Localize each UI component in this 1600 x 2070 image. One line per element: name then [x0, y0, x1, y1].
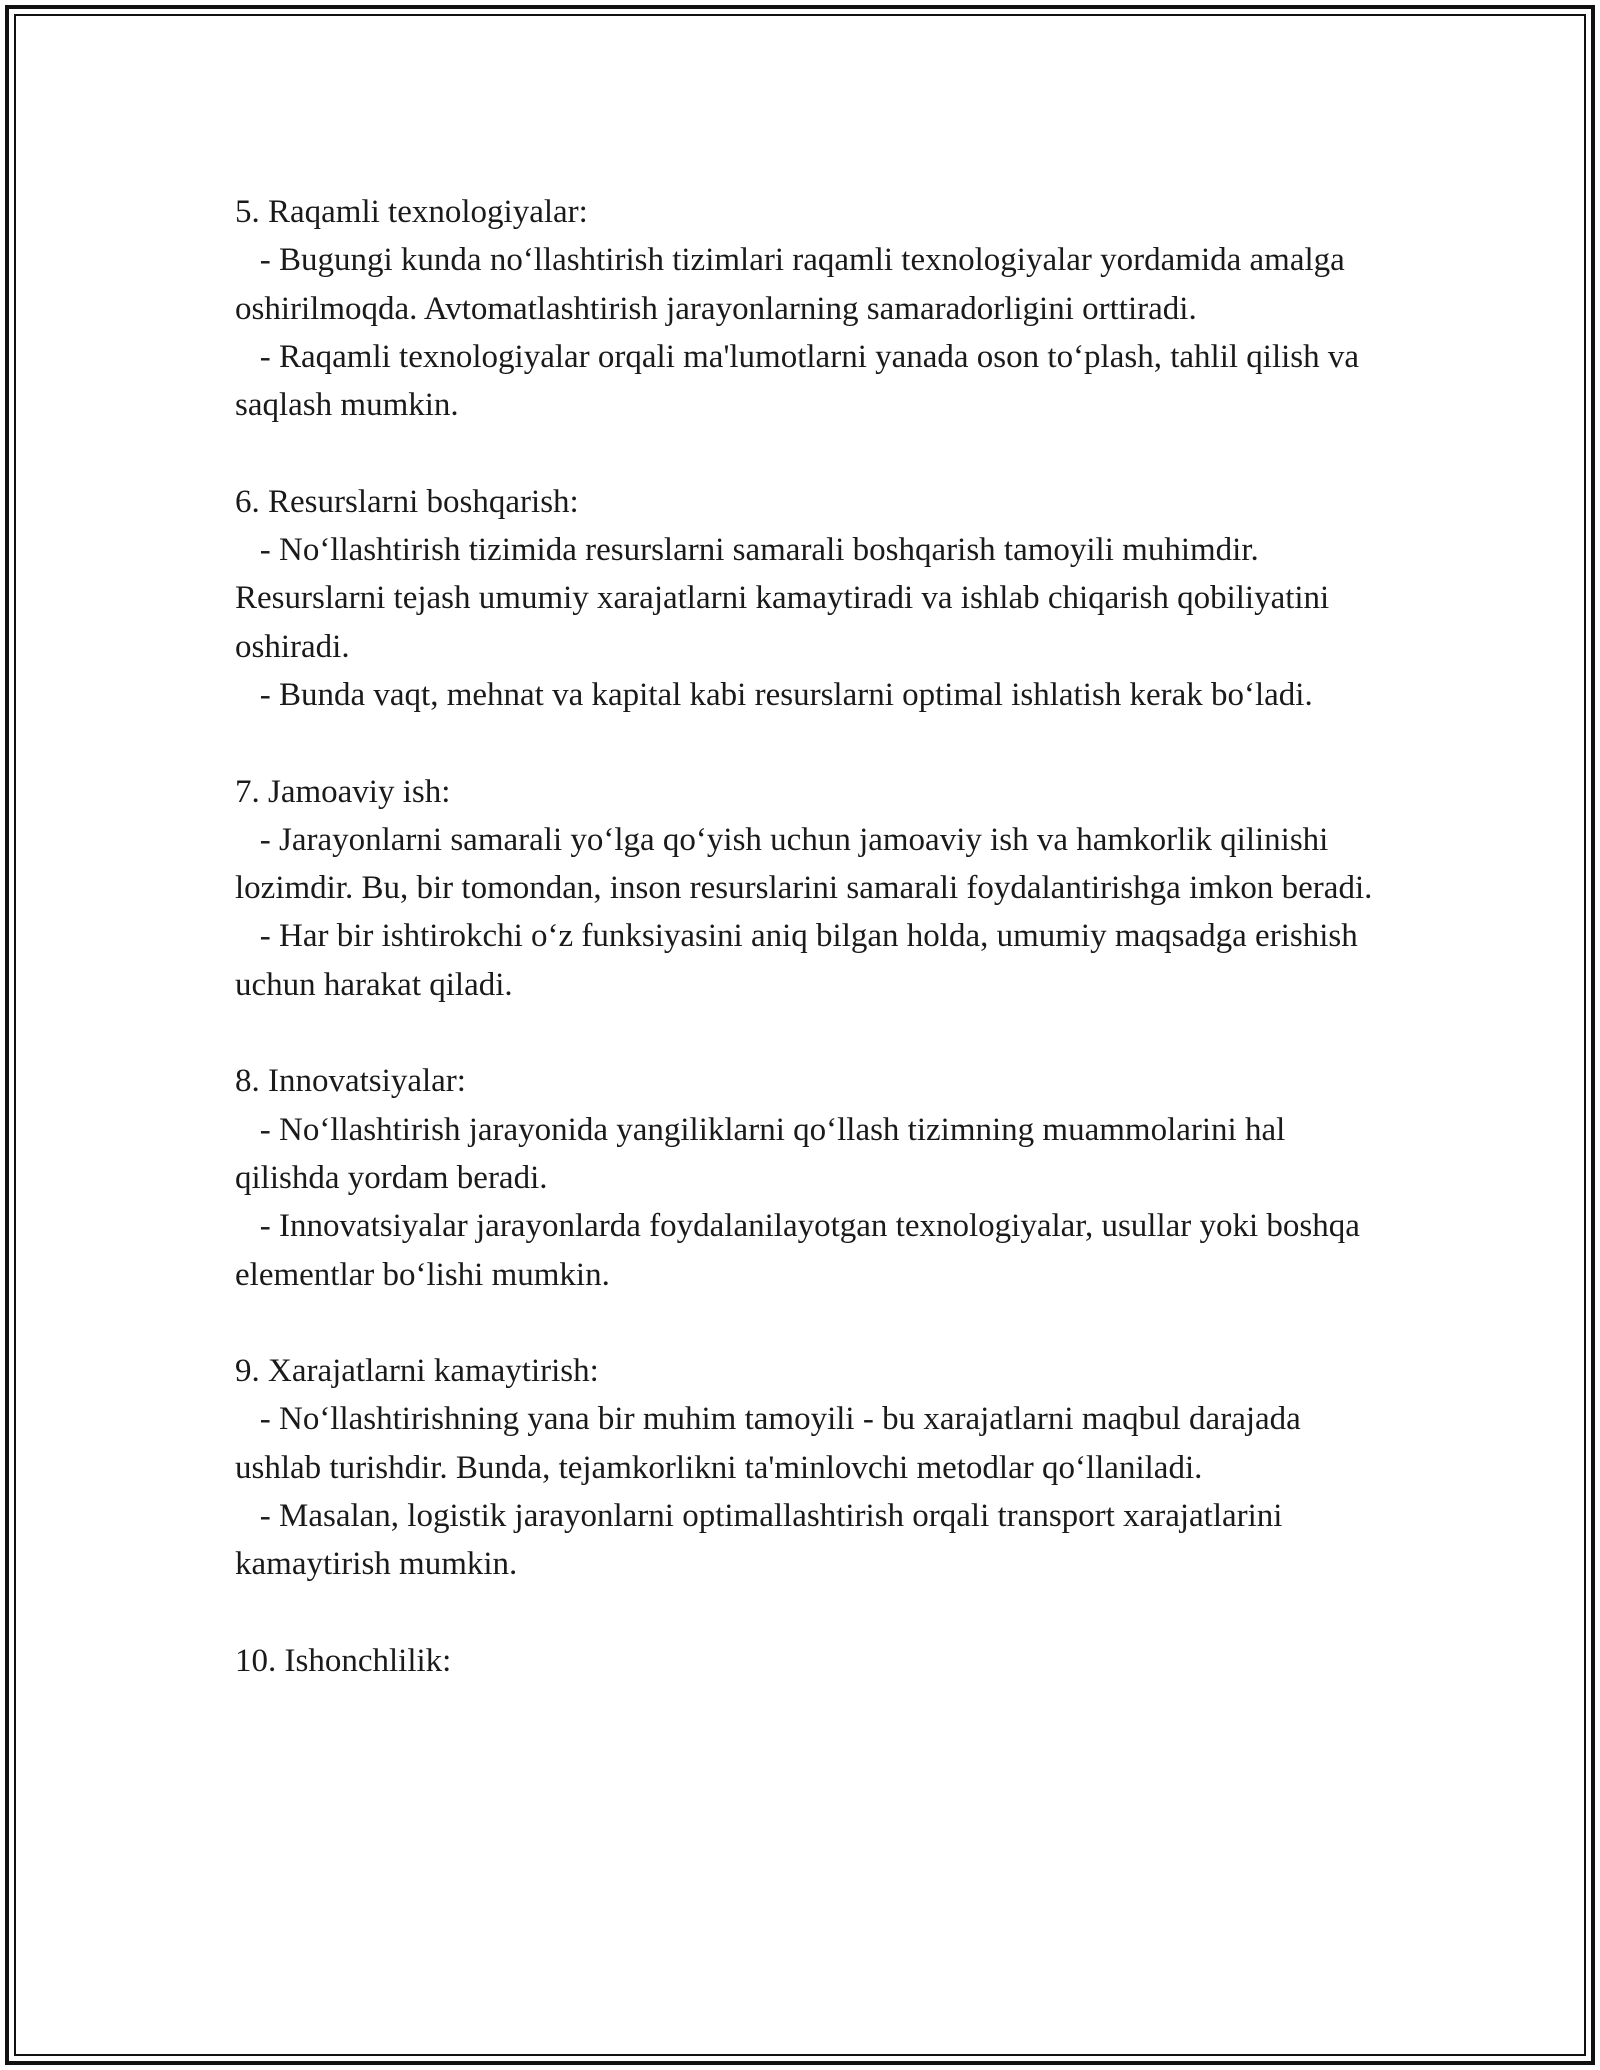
section-paragraph: - Masalan, logistik jarayonlarni optimallashtirish orqali transport xarajatlarini kamaytirish mumkin. [235, 1498, 1291, 1583]
section-paragraph: - No‘llashtirish tizimida resurslarni samarali boshqarish tamoyili muhimdir. Resurslarni tejash umumiy xarajatlarni kamaytiradi va ishlab chiqarish qobiliyatini oshiradi. [235, 532, 1338, 665]
section-6 [235, 478, 1385, 719]
section-9 [235, 1347, 1385, 1588]
section-heading: 8. Innovatsiyalar: [235, 1063, 466, 1100]
section-heading: 9. Xarajatlarni kamaytirish: [235, 1353, 599, 1390]
section-paragraph: - Raqamli texnologiyalar orqali ma'lumotlarni yanada oson to‘plash, tahlil qilish va saqlash mumkin. [235, 338, 1368, 424]
section-paragraph: - Jarayonlarni samarali yo‘lga qo‘yish uchun jamoaviy ish va hamkorlik qilinishi lozimdir. Bu, bir tomondan, inson resurslarini samarali foydalantirishga imkon beradi. [235, 821, 1373, 907]
section-7 [235, 768, 1385, 1009]
section-heading: 7. Jamoaviy ish: [235, 773, 451, 810]
section-5 [235, 188, 1385, 429]
section-paragraph: - Bugungi kunda no‘llashtirish tizimlari raqamli texnologiyalar yordamida amalga oshirilmoqda. Avtomatlashtirish jarayonlarning samaradorligini orttiradi. [235, 242, 1354, 327]
section-8 [235, 1057, 1385, 1298]
section-paragraph: - Bunda vaqt, mehnat va kapital kabi resurslarni optimal ishlatish kerak bo‘ladi. [235, 676, 1313, 713]
document-body [235, 188, 1385, 1685]
section-paragraph: - Har bir ishtirokchi o‘z funksiyasini aniq bilgan holda, umumiy maqsadga erishish uchun harakat qiladi. [235, 918, 1366, 1003]
section-paragraph: - Innovatsiyalar jarayonlarda foydalanilayotgan texnologiyalar, usullar yoki boshqa elementlar bo‘lishi mumkin. [235, 1208, 1369, 1293]
section-heading: 5. Raqamli texnologiyalar: [235, 194, 588, 230]
section-10 [235, 1637, 1385, 1685]
section-heading: 10. Ishonchlilik: [235, 1642, 452, 1679]
section-paragraph: - No‘llashtirish jarayonida yangiliklarni qo‘llash tizimning muammolarini hal qilishda yordam beradi. [235, 1111, 1294, 1196]
section-heading: 6. Resurslarni boshqarish: [235, 483, 579, 520]
section-paragraph: - No‘llashtirishning yana bir muhim tamoyili - bu xarajatlarni maqbul darajada ushlab turishdir. Bunda, tejamkorlikni ta'minlovchi metodlar qo‘llaniladi. [235, 1401, 1310, 1486]
